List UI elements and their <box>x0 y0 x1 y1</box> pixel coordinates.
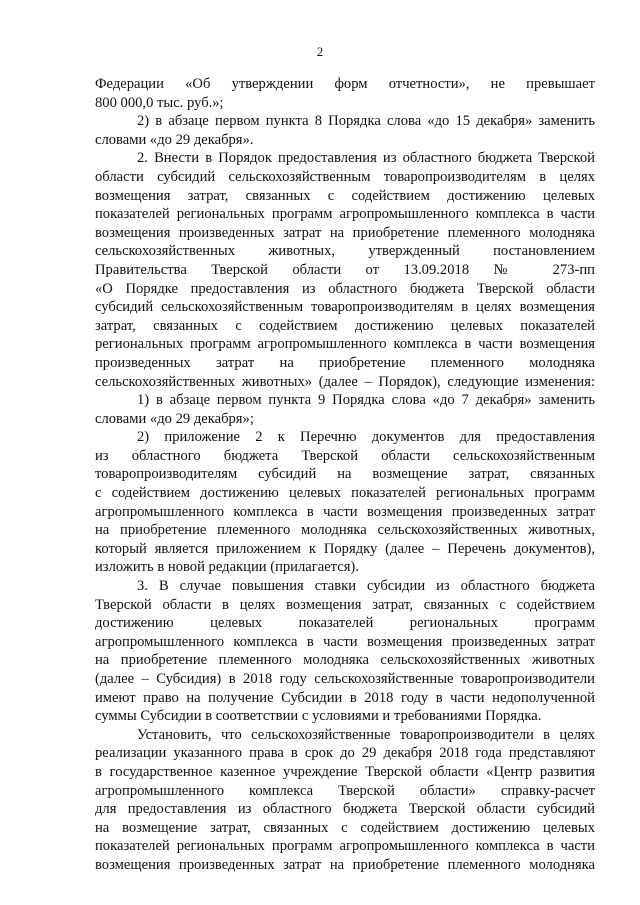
text-line: Федерации «Об утверждении форм отчетности», не превышает <box>95 76 595 92</box>
text-line: возмещения затрат, связанных с содействием достижению целевых <box>95 187 595 204</box>
text-line: 3. В случае повышения ставки субсидии из областного бюджета <box>137 578 595 595</box>
text-line: Правительства Тверской области от 13.09.2018 № 273-пп <box>95 261 595 278</box>
text-line: произведенных затрат на приобретение племенного молодняка <box>95 354 595 371</box>
text-line: на приобретение племенного молодняка сельскохозяйственных животных, <box>95 522 595 539</box>
text-line: региональных программ агропромышленного комплекса в части возмещения <box>95 336 595 353</box>
text-line: словами «до 29 декабря»; <box>95 410 254 427</box>
text-line: в государственное казенное учреждение Тверской области «Центр развития <box>95 763 595 780</box>
text-line: из областного бюджета Тверской области сельскохозяйственным <box>95 447 595 464</box>
text-line: «О Порядке предоставления из областного бюджета Тверской области <box>95 280 595 297</box>
text-line: товаропроизводителям субсидий на возмещение затрат, связанных <box>95 466 595 483</box>
text-line: имеют право на получение Субсидии в 2018 году в части недополученной <box>95 689 595 706</box>
text-line: сельскохозяйственных животных» (далее – Порядок), следующие изменения: <box>95 373 595 390</box>
text-line: 1) в абзаце первом пункта 9 Порядка слова «до 7 декабря» заменить <box>137 392 595 409</box>
text-line: агропромышленного комплекса в части возмещения произведенных затрат <box>95 633 595 650</box>
text-line: изложить в новой редакции (прилагается). <box>95 559 359 576</box>
text-line: агропромышленного комплекса Тверской области» справку-расчет <box>95 782 595 799</box>
text-line: с содействием достижению целевых показателей региональных программ <box>95 485 595 502</box>
text-line: 2. Внести в Порядок предоставления из областного бюджета Тверской <box>137 150 595 167</box>
text-line: агропромышленного комплекса в части возмещения произведенных затрат <box>95 503 595 520</box>
text-line: 2) приложение 2 к Перечню документов для предоставления <box>137 429 595 446</box>
text-line: суммы Субсидии в соответствии с условиями и требованиями Порядка. <box>95 708 542 725</box>
text-line: (далее – Субсидия) в 2018 году сельскохозяйственные товаропроизводители <box>95 671 595 687</box>
text-line: реализации указанного права в срок до 29 декабря 2018 года представляют <box>95 745 595 762</box>
text-line: достижению целевых показателей региональных программ <box>95 615 595 632</box>
text-line: затрат, связанных с содействием достижению целевых показателей <box>95 317 595 334</box>
text-line: показателей региональных программ агропромышленного комплекса в части <box>95 206 595 223</box>
text-line: субсидий сельскохозяйственным товаропроизводителям в целях возмещения <box>95 299 595 316</box>
text-line: 2) в абзаце первом пункта 8 Порядка слова «до 15 декабря» заменить <box>137 113 595 130</box>
page-number: 2 <box>316 44 324 59</box>
text-line: Установить, что сельскохозяйственные товаропроизводители в целях <box>137 726 595 743</box>
text-line: словами «до 29 декабря». <box>95 131 254 148</box>
text-line: возмещения произведенных затрат на приобретение племенного молодняка <box>95 856 595 873</box>
text-line: 800 000,0 тыс. руб.»; <box>95 94 224 111</box>
text-line: Тверской области в целях возмещения затрат, связанных с содействием <box>95 596 595 613</box>
text-line: возмещения произведенных затрат на приобретение племенного молодняка <box>95 224 595 241</box>
text-line: на возмещение затрат, связанных с содействием достижению целевых <box>95 819 595 836</box>
document-body <box>95 75 595 875</box>
text-line: показателей региональных программ агропромышленного комплекса в части <box>95 838 595 855</box>
text-line: на приобретение племенного молодняка сельскохозяйственных животных <box>95 652 595 669</box>
text-line: для предоставления из областного бюджета Тверской области субсидий <box>95 801 595 818</box>
text-line: области субсидий сельскохозяйственным товаропроизводителям в целях <box>95 168 595 185</box>
text-line: который является приложением к Порядку (далее – Перечень документов), <box>95 540 595 557</box>
text-line: сельскохозяйственных животных, утвержденный постановлением <box>95 243 595 260</box>
